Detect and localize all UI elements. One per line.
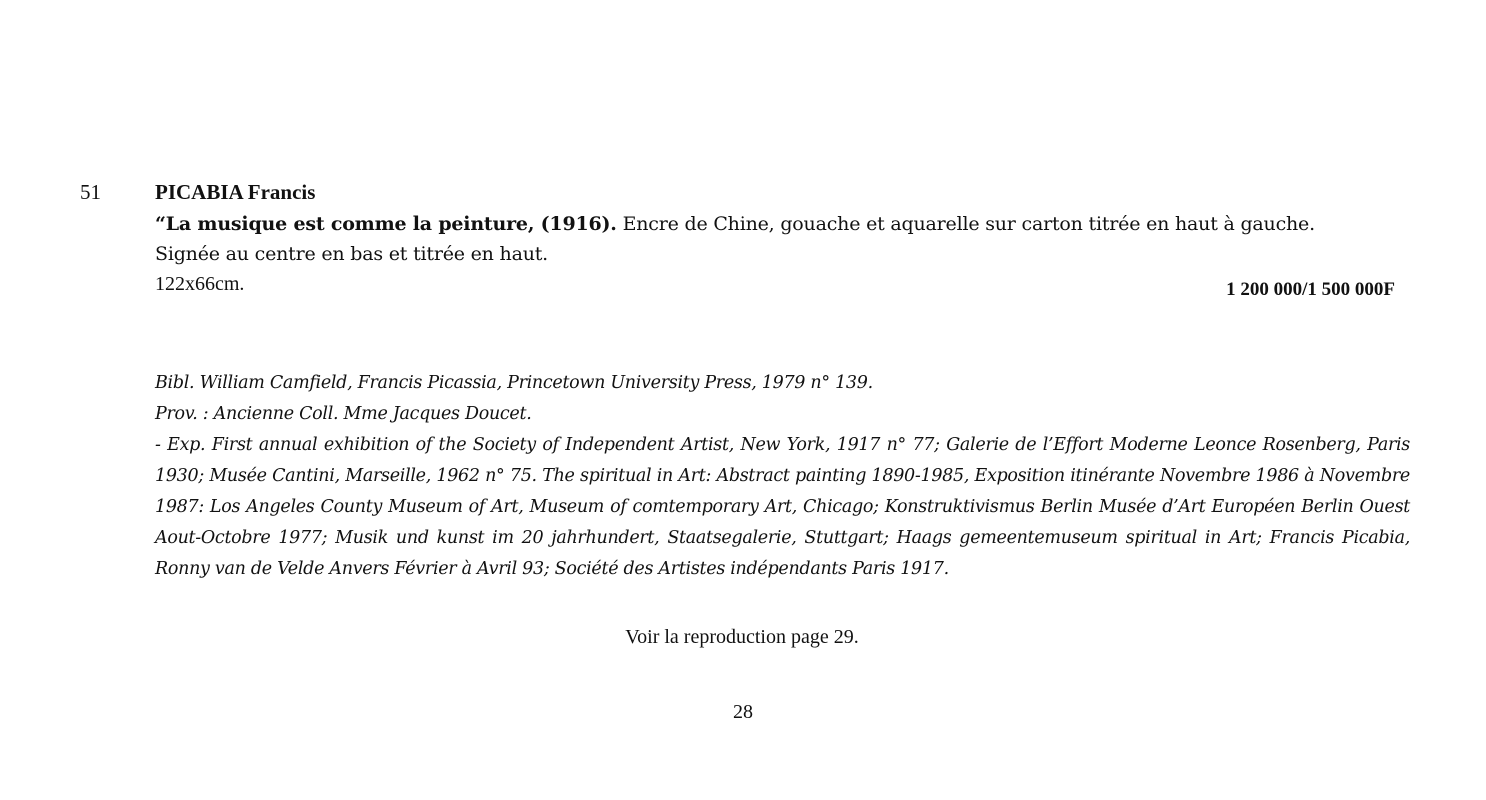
bibliography: Bibl. William Camfield, Francis Picassia, Princetown University Press, 1979 n° 139. bbox=[155, 373, 873, 393]
exhibitions: - Exp. First annual exhibition of the Society of Independent Artist, New York, 1917 n° 77; Galerie de l’Effort Moderne Leonce Rosenberg, Paris 1930; Musée Cantini, Marseille, 1962 n° 75. The spiritual in Art: Abstract painting 1890-1985, Exposition itinérante Novembre 1986 à Novembre 1987: Los Angeles County Museum of Art, Museum of comtemporary Art, Chicago; Konstruktivismus Berlin Musée d’Art Européen Berlin Ouest Aout-Octobre 1977; Musik und kunst im 20 jahrhundert, Staatsegalerie, Stuttgart; Haags gemeentemuseum spiritual in Art; Francis Picabia, Ronny van de Velde Anvers Février à Avril 93; Société des Artistes indépendants Paris 1917. bbox=[155, 435, 1410, 579]
artwork-description bbox=[155, 209, 1415, 239]
price-estimate: 1 200 000/1 500 000F bbox=[1226, 279, 1395, 300]
signature-note: Signée au centre en bas et titrée en haut. bbox=[155, 243, 549, 265]
page-number: 28 bbox=[733, 701, 753, 723]
reproduction-note bbox=[0, 622, 1486, 652]
reproduction-note-text: Voir la reproduction page 29. bbox=[625, 626, 859, 648]
artwork-medium: Encre de Chine, gouache et aquarelle sur carton titrée en haut à gauche. bbox=[616, 213, 1315, 235]
artwork-title: “La musique est comme la peinture, (1916). bbox=[155, 213, 617, 235]
lot-number: 51 bbox=[80, 180, 101, 204]
lot-notes bbox=[155, 368, 1410, 585]
dimensions-row bbox=[155, 269, 1415, 299]
provenance: Prov. : Ancienne Coll. Mme Jacques Doucet. bbox=[155, 404, 532, 424]
lot-entry bbox=[155, 178, 1415, 299]
artwork-dimensions: 122x66cm. bbox=[155, 273, 245, 295]
artist-name: PICABIA Francis bbox=[155, 180, 316, 204]
